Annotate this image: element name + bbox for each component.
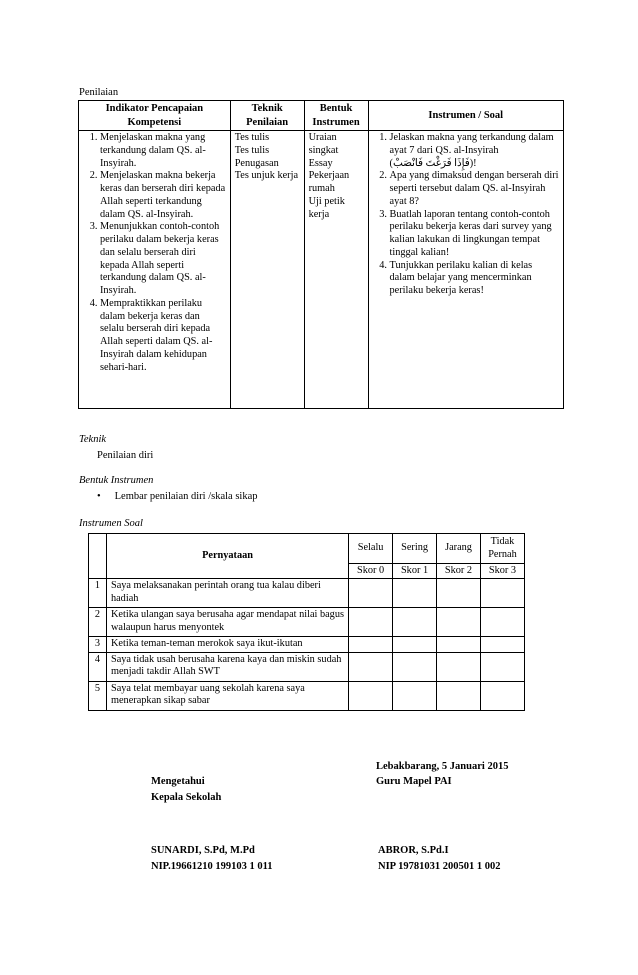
bentuk-item: Pekerjaan rumah: [308, 170, 350, 195]
cell-indikator: [79, 131, 231, 409]
teknik-label: Teknik: [79, 434, 107, 445]
arabic-text: فَإِذَا فَرَغْتَ فَانْصَبْ: [392, 157, 470, 169]
assessment-table-header-row: [79, 101, 564, 131]
teknik-item: Tes tulis: [234, 132, 270, 143]
indikator-item: 4. Mempraktikkan perilaku dalam bekerja keras dan selalu berserah diri kepada Allah seperti dalam QS. al-Insyirah dalam kehidupan sehari-hari.: [100, 298, 226, 375]
header-tidak-pernah: Tidak Pernah: [480, 534, 524, 564]
right-signatory-name: ABROR, S.Pd.I: [378, 845, 449, 856]
answer-cell[interactable]: [349, 608, 393, 637]
answer-cell[interactable]: [437, 637, 481, 652]
attitude-scale-table: [88, 533, 525, 711]
bentuk-item: Essay: [308, 157, 333, 169]
score-label: Skor 2: [437, 564, 481, 579]
teknik-item: Tes unjuk kerja: [234, 170, 299, 182]
answer-cell[interactable]: [393, 681, 437, 710]
indikator-item: 2. Menjelaskan makna bekerja keras dan berserah diri kepada Allah seperti terkandung dalam QS. al-Insyirah.: [100, 170, 226, 221]
header-indikator: Indikator Pencapaian Kompetensi: [79, 101, 231, 131]
table-row: [89, 637, 525, 652]
answer-cell[interactable]: [393, 579, 437, 608]
soal-item: 4. Tunjukkan perilaku kalian di kelas dalam belajar yang mencerminkan perilaku bekerja keras!: [390, 260, 559, 298]
row-statement: Saya telat membayar uang sekolah karena saya menerapkan sikap sabar: [106, 681, 348, 710]
right-signatory-title: Guru Mapel PAI: [376, 776, 452, 787]
bentuk-item: Uji petik kerja: [308, 195, 345, 220]
left-signatory-position: Kepala Sekolah: [151, 792, 222, 803]
header-bentuk: Bentuk Instrumen: [304, 101, 368, 131]
soal-text: Jelaskan makna yang terkandung dalam ayat 7 dari QS. al-Insyirah: [389, 132, 554, 156]
bullet-icon: •: [97, 491, 101, 502]
teknik-value: Penilaian diri: [97, 450, 154, 461]
answer-cell[interactable]: [393, 652, 437, 681]
bentuk-item: Uraian singkat: [308, 132, 339, 156]
answer-cell[interactable]: [437, 608, 481, 637]
row-statement: Ketika ulangan saya berusaha agar mendapat nilai bagus walaupun harus menyontek: [106, 608, 348, 637]
section-heading-penilaian: Penilaian: [79, 87, 119, 98]
cell-bentuk: [304, 131, 368, 409]
answer-cell[interactable]: [393, 637, 437, 652]
row-number: 3: [89, 637, 107, 652]
assessment-table: [78, 100, 564, 409]
right-signatory-nip: NIP 19781031 200501 1 002: [378, 861, 501, 872]
assessment-table-body-row: [79, 131, 564, 409]
answer-cell[interactable]: [480, 608, 524, 637]
instrumen-label: Instrumen Soal: [79, 518, 143, 529]
answer-cell[interactable]: [349, 637, 393, 652]
teknik-item: Tes tulis: [234, 144, 270, 156]
answer-cell[interactable]: [349, 652, 393, 681]
header-sering: Sering: [393, 534, 437, 564]
soal-item: [390, 132, 559, 170]
table-row: [89, 652, 525, 681]
scale-header-row: [89, 534, 525, 564]
header-pernyataan: Pernyataan: [106, 534, 348, 579]
cell-teknik: [230, 131, 304, 409]
answer-cell[interactable]: [349, 579, 393, 608]
left-signatory-name: SUNARDI, S.Pd, M.Pd: [151, 845, 255, 856]
soal-arabic-verse: (فَإِذَا فَرَغْتَ فَانْصَبْ)!: [389, 157, 477, 169]
row-number: 1: [89, 579, 107, 608]
header-no: [89, 534, 107, 579]
answer-cell[interactable]: [480, 652, 524, 681]
row-number: 5: [89, 681, 107, 710]
answer-cell[interactable]: [480, 637, 524, 652]
left-signatory-title: Mengetahui: [151, 776, 205, 787]
table-row: [89, 608, 525, 637]
indikator-item: 3. Menunjukkan contoh-contoh perilaku dalam bekerja keras dan selalu berserah diri kepada Allah seperti terkandung dalam QS. al-Insyirah.: [100, 221, 226, 298]
bentuk-bullet-item: [97, 490, 258, 503]
header-teknik: Teknik Penilaian: [230, 101, 304, 131]
row-number: 4: [89, 652, 107, 681]
table-row: [89, 681, 525, 710]
answer-cell[interactable]: [480, 681, 524, 710]
place-date: Lebakbarang, 5 Januari 2015: [376, 761, 509, 772]
soal-item: 2. Apa yang dimaksud dengan berserah diri seperti tersebut dalam QS. al-Insyirah ayat 8?: [390, 170, 559, 208]
score-label: Skor 1: [393, 564, 437, 579]
left-signatory-nip: NIP.19661210 199103 1 011: [151, 861, 273, 872]
row-number: 2: [89, 608, 107, 637]
bentuk-value: Lembar penilaian diri /skala sikap: [114, 491, 258, 502]
row-statement: Saya tidak usah berusaha karena kaya dan miskin sudah menjadi takdir Allah SWT: [106, 652, 348, 681]
row-statement: Saya melaksanakan perintah orang tua kalau diberi hadiah: [106, 579, 348, 608]
answer-cell[interactable]: [480, 579, 524, 608]
indikator-item: 1. Menjelaskan makna yang terkandung dalam QS. al-Insyirah.: [100, 132, 226, 170]
answer-cell[interactable]: [437, 681, 481, 710]
score-label: Skor 0: [349, 564, 393, 579]
bentuk-label: Bentuk Instrumen: [79, 475, 154, 486]
soal-item: 3. Buatlah laporan tentang contoh-contoh perilaku bekerja keras dari survey yang kalian lakukan di lingkungan tempat tinggal kalian!: [390, 209, 559, 260]
answer-cell[interactable]: [393, 608, 437, 637]
row-statement: Ketika teman-teman merokok saya ikut-ikutan: [106, 637, 348, 652]
header-jarang: Jarang: [437, 534, 481, 564]
header-instrumen: Instrumen / Soal: [368, 101, 563, 131]
header-selalu: Selalu: [349, 534, 393, 564]
answer-cell[interactable]: [437, 652, 481, 681]
teknik-item: Penugasan: [234, 157, 279, 169]
answer-cell[interactable]: [349, 681, 393, 710]
score-label: Skor 3: [480, 564, 524, 579]
answer-cell[interactable]: [437, 579, 481, 608]
cell-soal: [368, 131, 563, 409]
table-row: [89, 579, 525, 608]
